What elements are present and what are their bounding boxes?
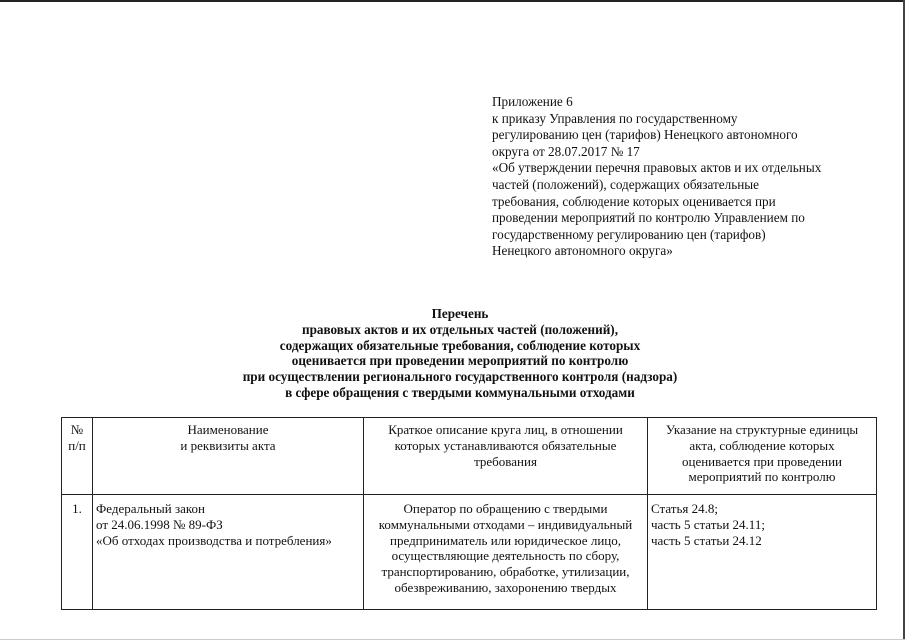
title-line: при осуществлении регионального государственного контроля (надзора) — [242, 369, 678, 385]
appendix-line: округа от 28.07.2017 № 17 — [492, 143, 640, 159]
appendix-line: Ненецкого автономного округа» — [492, 243, 673, 259]
document-title — [140, 306, 780, 401]
header-structural-units: Указание на структурные единицы акта, соблюдение которых оценивается при проведении мероприятий по контролю — [648, 418, 877, 495]
top-border-line — [0, 0, 905, 2]
table-header-row — [62, 418, 877, 495]
title-line: Перечень — [431, 306, 489, 321]
title-line: правовых актов и их отдельных частей (положений), — [301, 321, 618, 337]
appendix-header — [492, 94, 872, 260]
row-structural-units: Статья 24.8; часть 5 статьи 24.11; часть 5 статьи 24.12 — [648, 495, 877, 610]
acts-table — [61, 417, 877, 610]
appendix-line: Приложение 6 — [492, 94, 573, 109]
appendix-line: требования, соблюдение которых оценивается при — [492, 193, 776, 209]
header-number: № п/п — [62, 418, 93, 495]
title-line: содержащих обязательные требования, соблюдение которых — [279, 337, 641, 353]
appendix-line: государственному регулированию цен (тарифов) — [492, 226, 766, 242]
appendix-line: к приказу Управления по государственному — [492, 110, 738, 126]
header-act-name: Наименование и реквизиты акта — [93, 418, 364, 495]
title-line: в сфере обращения с твердыми коммунальными отходами — [285, 384, 635, 400]
appendix-line: частей (положений), содержащих обязательные — [492, 176, 760, 192]
appendix-line: проведении мероприятий по контролю Управлением по — [492, 210, 805, 226]
row-act-name: Федеральный закон от 24.06.1998 № 89-ФЗ «Об отходах производства и потребления» — [93, 495, 364, 610]
table-row — [62, 495, 877, 610]
header-persons: Краткое описание круга лиц, в отношении которых устанавливаются обязательные требования — [364, 418, 648, 495]
appendix-line: «Об утверждении перечня правовых актов и их отдельных — [492, 160, 822, 176]
row-number: 1. — [62, 495, 93, 610]
row-persons: Оператор по обращению с твердыми коммунальными отходами – индивидуальный предприниматель или юридическое лицо, осуществляющие деятельность по сбору, транспортированию, обработке, утилизации, обезвреживанию, захоронению твердых — [364, 495, 648, 610]
title-line: оценивается при проведении мероприятий по контролю — [291, 353, 629, 369]
appendix-line: регулированию цен (тарифов) Ненецкого автономного — [492, 127, 798, 143]
